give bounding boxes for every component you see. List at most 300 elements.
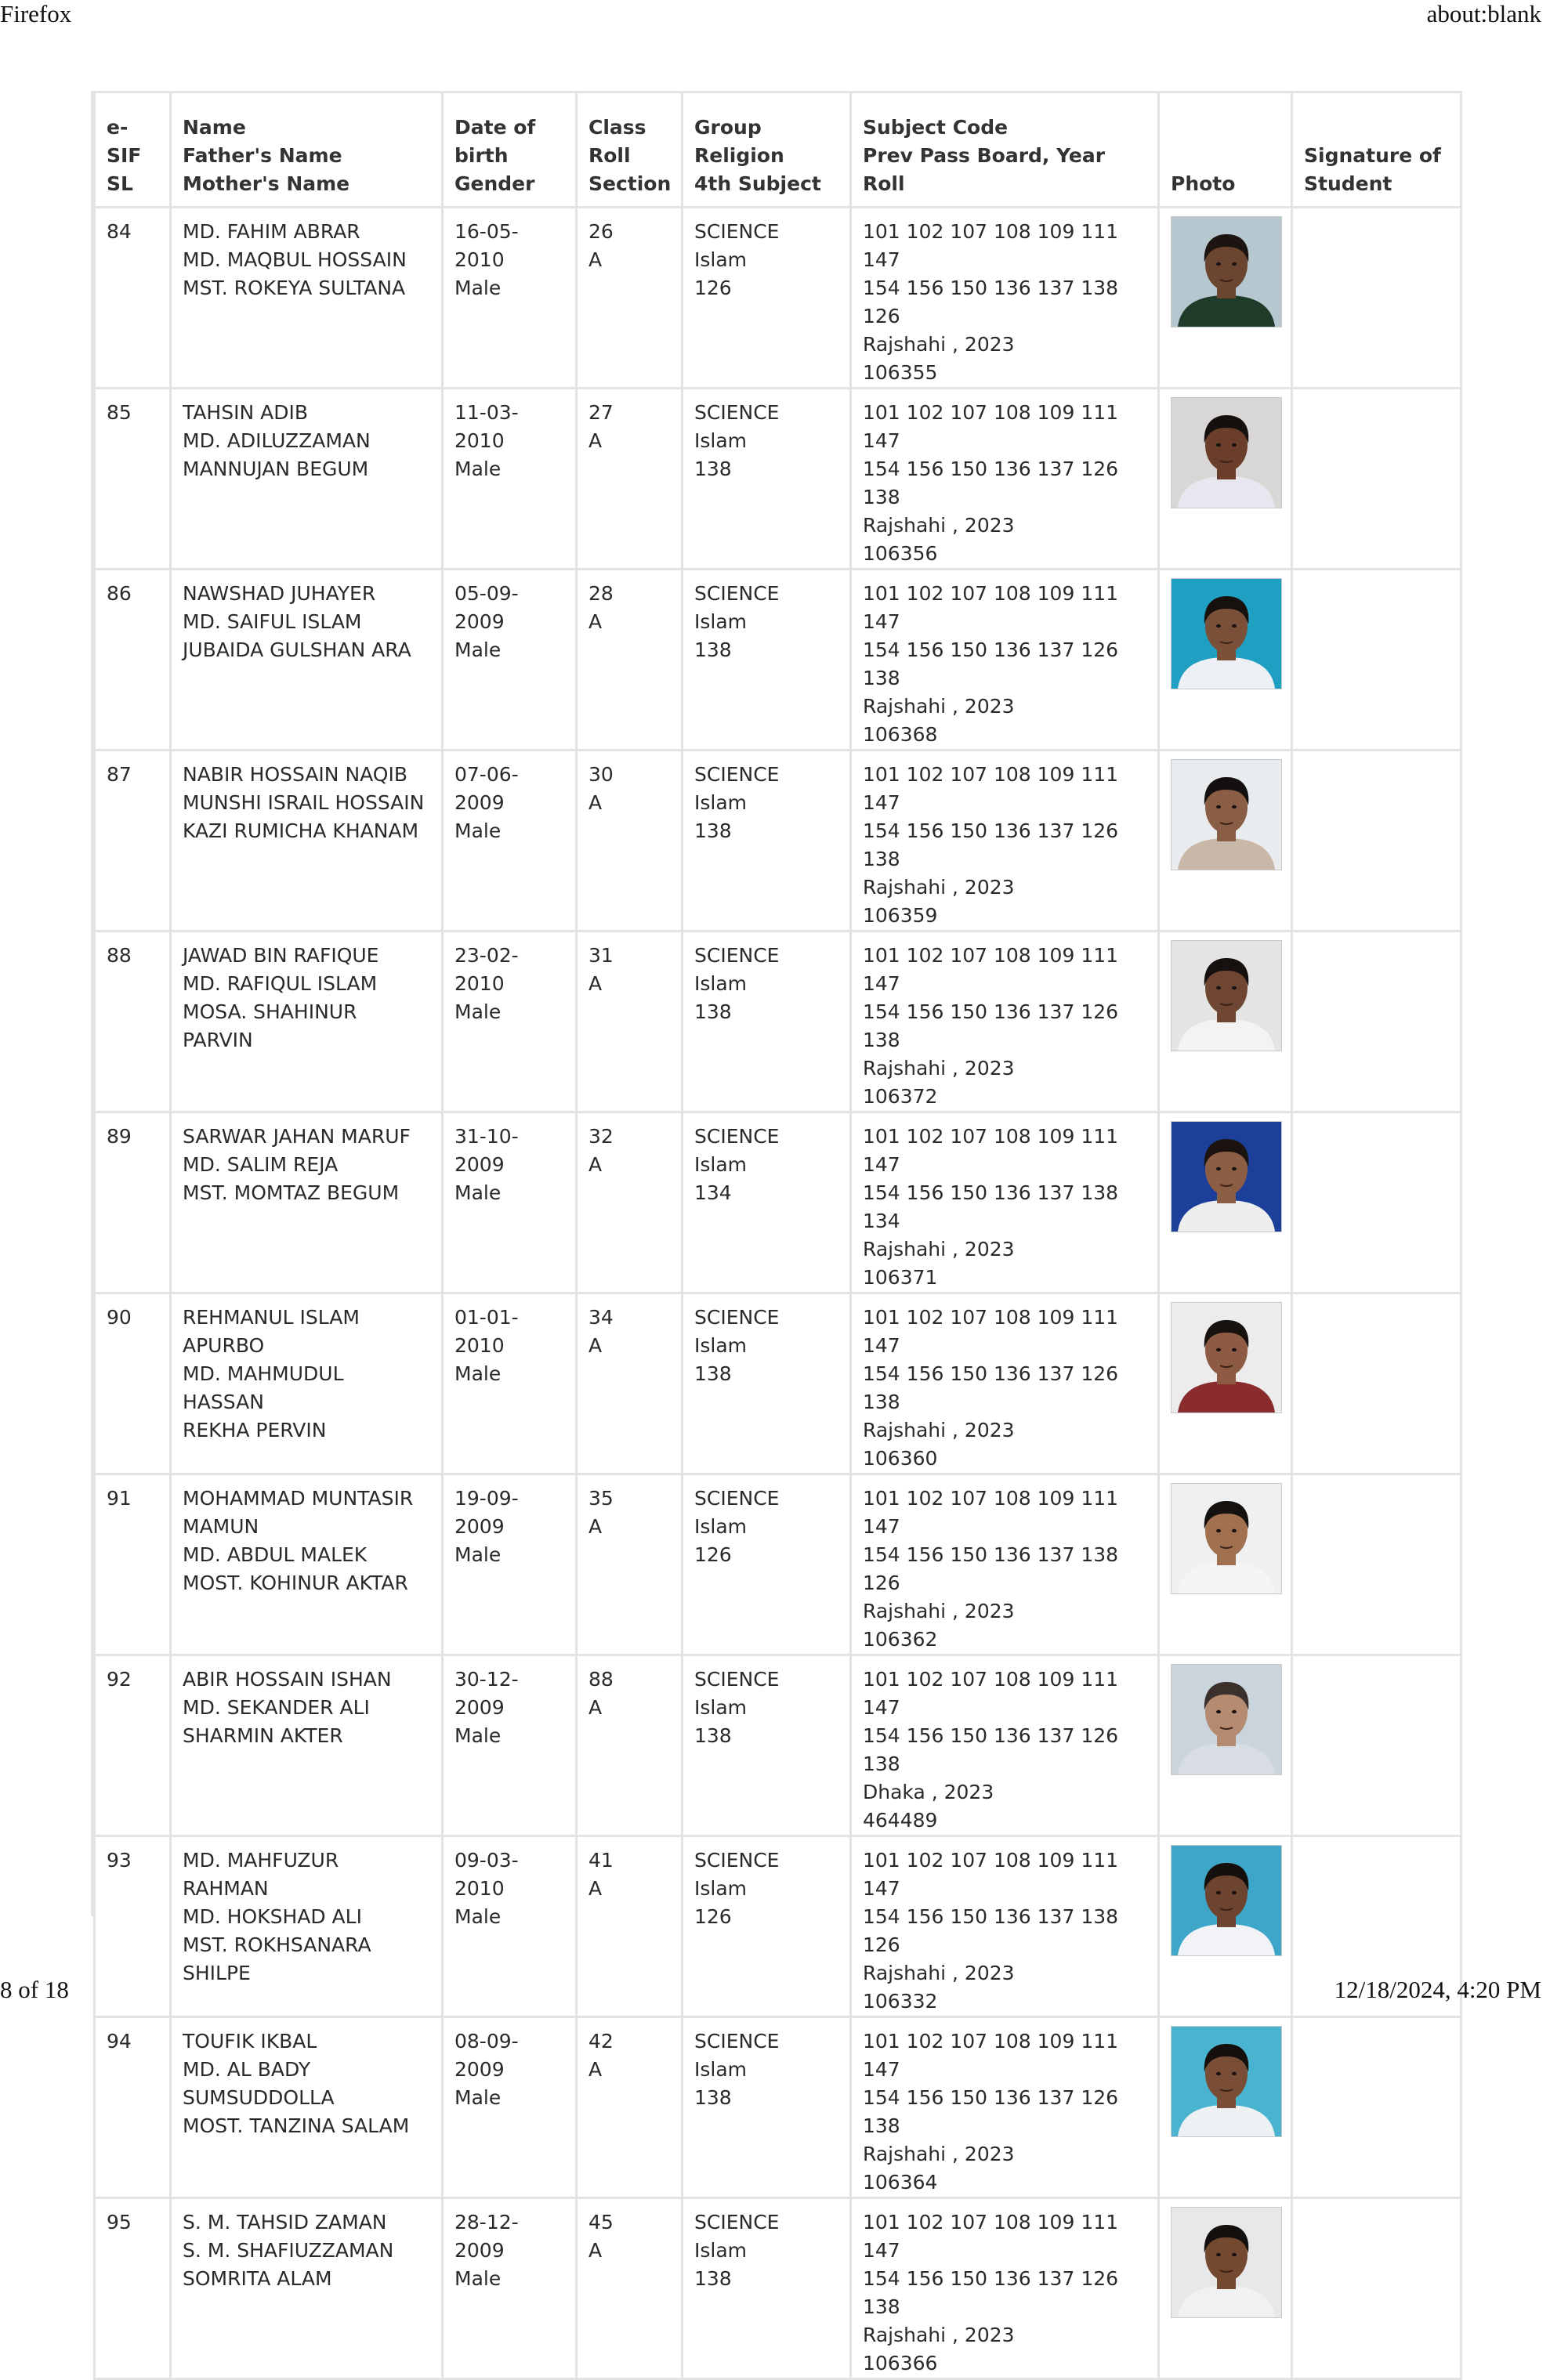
portrait-image bbox=[1172, 1846, 1281, 1955]
portrait-image bbox=[1172, 760, 1281, 870]
subject-cell bbox=[851, 1112, 1159, 1293]
subject-codes-line-2: 154 156 150 136 137 126 138 bbox=[863, 638, 1119, 689]
class-roll: 88 bbox=[588, 1668, 614, 1691]
photo-cell bbox=[1159, 1655, 1292, 1836]
dob-cell bbox=[443, 2017, 577, 2198]
name-cell bbox=[171, 2198, 443, 2379]
religion: Islam bbox=[694, 972, 748, 995]
section: A bbox=[588, 1877, 603, 1900]
father-name: MD. SEKANDER ALI bbox=[183, 1696, 370, 1719]
name-cell bbox=[171, 570, 443, 751]
student-name: REHMANUL ISLAM APURBO bbox=[183, 1306, 360, 1357]
prev-board-year: Rajshahi , 2023 bbox=[863, 695, 1015, 718]
roll-cell bbox=[577, 570, 683, 751]
section: A bbox=[588, 2058, 603, 2081]
roll-cell bbox=[577, 1293, 683, 1474]
gender: Male bbox=[454, 1362, 502, 1385]
dob-cell bbox=[443, 208, 577, 389]
sl-cell bbox=[95, 1655, 171, 1836]
student-name: TOUFIK IKBAL bbox=[183, 2030, 317, 2053]
student-name: NABIR HOSSAIN NAQIB bbox=[183, 763, 408, 786]
father-name: MD. ADILUZZAMAN bbox=[183, 429, 371, 452]
table-row bbox=[95, 1293, 1461, 1474]
signature-cell bbox=[1292, 1293, 1461, 1474]
fourth-subject: 126 bbox=[694, 1543, 732, 1566]
student-photo bbox=[1171, 1302, 1282, 1413]
table-row bbox=[95, 751, 1461, 931]
table-row bbox=[95, 389, 1461, 570]
fourth-subject: 138 bbox=[694, 1362, 732, 1385]
class-roll: 28 bbox=[588, 582, 614, 605]
student-name: MD. MAHFUZUR RAHMAN bbox=[183, 1849, 339, 1900]
subject-codes-line-1: 101 102 107 108 109 111 147 bbox=[863, 1125, 1119, 1176]
header-signature: Signature of Student bbox=[1292, 92, 1461, 208]
prev-board-year: Rajshahi , 2023 bbox=[863, 333, 1015, 356]
student-photo bbox=[1171, 940, 1282, 1051]
subject-codes-line-1: 101 102 107 108 109 111 147 bbox=[863, 401, 1119, 452]
header-roll: Class Roll Section bbox=[577, 92, 683, 208]
photo-left-eye bbox=[1216, 2253, 1221, 2256]
photo-left-eye bbox=[1216, 2072, 1221, 2075]
serial-number: 90 bbox=[107, 1306, 132, 1329]
signature-cell bbox=[1292, 1112, 1461, 1293]
portrait-image bbox=[1172, 2027, 1281, 2136]
class-roll: 34 bbox=[588, 1306, 614, 1329]
subject-cell bbox=[851, 1655, 1159, 1836]
gender: Male bbox=[454, 1543, 502, 1566]
header-row bbox=[95, 92, 1461, 208]
class-roll: 26 bbox=[588, 220, 614, 243]
date-of-birth: 30-12-2009 bbox=[454, 1668, 519, 1719]
subject-codes-line-2: 154 156 150 136 137 126 138 bbox=[863, 1362, 1119, 1413]
section: A bbox=[588, 2239, 603, 2262]
sl-cell bbox=[95, 570, 171, 751]
sl-cell bbox=[95, 1474, 171, 1655]
sl-cell bbox=[95, 2198, 171, 2379]
table-row bbox=[95, 2017, 1461, 2198]
photo-left-eye bbox=[1216, 1529, 1221, 1532]
name-cell bbox=[171, 389, 443, 570]
class-roll: 35 bbox=[588, 1487, 614, 1510]
dob-cell bbox=[443, 751, 577, 931]
photo-cell bbox=[1159, 751, 1292, 931]
mother-name: MOST. KOHINUR AKTAR bbox=[183, 1572, 408, 1594]
mother-name: MANNUJAN BEGUM bbox=[183, 458, 369, 480]
photo-left-eye bbox=[1216, 986, 1221, 989]
photo-left-eye bbox=[1216, 443, 1221, 447]
religion: Islam bbox=[694, 429, 748, 452]
portrait-image bbox=[1172, 398, 1281, 508]
header-name: Name Father's Name Mother's Name bbox=[171, 92, 443, 208]
name-cell bbox=[171, 208, 443, 389]
gender: Male bbox=[454, 638, 502, 661]
group: SCIENCE bbox=[694, 763, 780, 786]
section: A bbox=[588, 1153, 603, 1176]
father-name: MD. SALIM REJA bbox=[183, 1153, 339, 1176]
dob-cell bbox=[443, 2198, 577, 2379]
name-cell bbox=[171, 931, 443, 1112]
gender: Male bbox=[454, 1905, 502, 1928]
prev-board-year: Rajshahi , 2023 bbox=[863, 876, 1015, 899]
dob-cell bbox=[443, 389, 577, 570]
photo-cell bbox=[1159, 931, 1292, 1112]
father-name: MUNSHI ISRAIL HOSSAIN bbox=[183, 791, 425, 814]
father-name: MD. AL BADY SUMSUDDOLLA bbox=[183, 2058, 335, 2109]
student-photo bbox=[1171, 216, 1282, 327]
serial-number: 91 bbox=[107, 1487, 132, 1510]
student-name: NAWSHAD JUHAYER bbox=[183, 582, 376, 605]
prev-board-year: Rajshahi , 2023 bbox=[863, 1962, 1015, 1984]
header-sl: e-SIF SL bbox=[95, 92, 171, 208]
religion: Islam bbox=[694, 1515, 748, 1538]
group-cell bbox=[683, 2198, 851, 2379]
student-name: MOHAMMAD MUNTASIR MAMUN bbox=[183, 1487, 414, 1538]
table-row bbox=[95, 208, 1461, 389]
prev-board-year: Dhaka , 2023 bbox=[863, 1781, 994, 1803]
date-of-birth: 05-09-2009 bbox=[454, 582, 519, 633]
section: A bbox=[588, 248, 603, 271]
group-cell bbox=[683, 570, 851, 751]
student-photo bbox=[1171, 759, 1282, 870]
student-photo bbox=[1171, 578, 1282, 689]
section: A bbox=[588, 610, 603, 633]
print-header bbox=[0, 0, 1550, 31]
header-group: Group Religion 4th Subject bbox=[683, 92, 851, 208]
roll-cell bbox=[577, 751, 683, 931]
group: SCIENCE bbox=[694, 401, 780, 424]
subject-codes-line-1: 101 102 107 108 109 111 147 bbox=[863, 1487, 1119, 1538]
date-of-birth: 16-05-2010 bbox=[454, 220, 519, 271]
religion: Islam bbox=[694, 1334, 748, 1357]
group: SCIENCE bbox=[694, 2030, 780, 2053]
photo-cell bbox=[1159, 2017, 1292, 2198]
roll-cell bbox=[577, 1112, 683, 1293]
photo-cell bbox=[1159, 570, 1292, 751]
religion: Islam bbox=[694, 791, 748, 814]
subject-codes-line-2: 154 156 150 136 137 138 134 bbox=[863, 1181, 1119, 1232]
signature-cell bbox=[1292, 570, 1461, 751]
serial-number: 86 bbox=[107, 582, 132, 605]
subject-codes-line-1: 101 102 107 108 109 111 147 bbox=[863, 2211, 1119, 2262]
student-photo bbox=[1171, 2207, 1282, 2318]
sl-cell bbox=[95, 2017, 171, 2198]
subject-codes-line-2: 154 156 150 136 137 126 138 bbox=[863, 1000, 1119, 1051]
photo-left-eye bbox=[1216, 1348, 1221, 1351]
photo-right-eye bbox=[1232, 1891, 1237, 1894]
subject-codes-line-2: 154 156 150 136 137 126 138 bbox=[863, 458, 1119, 508]
roll-cell bbox=[577, 389, 683, 570]
religion: Islam bbox=[694, 610, 748, 633]
header-photo: Photo bbox=[1159, 92, 1292, 208]
student-photo bbox=[1171, 1845, 1282, 1956]
section: A bbox=[588, 791, 603, 814]
serial-number: 89 bbox=[107, 1125, 132, 1148]
gender: Male bbox=[454, 277, 502, 299]
gender: Male bbox=[454, 1724, 502, 1747]
group-cell bbox=[683, 931, 851, 1112]
subject-cell bbox=[851, 1474, 1159, 1655]
photo-right-eye bbox=[1232, 262, 1237, 266]
date-of-birth: 23-02-2010 bbox=[454, 944, 519, 995]
prev-board-year: Rajshahi , 2023 bbox=[863, 2324, 1015, 2346]
mother-name: MOSA. SHAHINUR PARVIN bbox=[183, 1000, 357, 1051]
subject-codes-line-1: 101 102 107 108 109 111 147 bbox=[863, 763, 1119, 814]
sl-cell bbox=[95, 1112, 171, 1293]
sl-cell bbox=[95, 1293, 171, 1474]
browser-name: Firefox bbox=[0, 0, 72, 27]
group-cell bbox=[683, 2017, 851, 2198]
photo-right-eye bbox=[1232, 805, 1237, 808]
father-name: MD. RAFIQUL ISLAM bbox=[183, 972, 378, 995]
class-roll: 42 bbox=[588, 2030, 614, 2053]
table-row bbox=[95, 1112, 1461, 1293]
group-cell bbox=[683, 208, 851, 389]
sl-cell bbox=[95, 208, 171, 389]
section: A bbox=[588, 429, 603, 452]
photo-right-eye bbox=[1232, 1710, 1237, 1713]
sl-cell bbox=[95, 751, 171, 931]
roll-cell bbox=[577, 2017, 683, 2198]
religion: Islam bbox=[694, 2239, 748, 2262]
subject-cell bbox=[851, 1293, 1159, 1474]
table-row bbox=[95, 1474, 1461, 1655]
name-cell bbox=[171, 1655, 443, 1836]
subject-codes-line-1: 101 102 107 108 109 111 147 bbox=[863, 220, 1119, 271]
header-dob: Date of birth Gender bbox=[443, 92, 577, 208]
print-footer bbox=[0, 1976, 1550, 2006]
serial-number: 87 bbox=[107, 763, 132, 786]
subject-cell bbox=[851, 751, 1159, 931]
group-cell bbox=[683, 1655, 851, 1836]
father-name: MD. MAQBUL HOSSAIN bbox=[183, 248, 407, 271]
dob-cell bbox=[443, 570, 577, 751]
table-row bbox=[95, 570, 1461, 751]
subject-codes-line-2: 154 156 150 136 137 138 126 bbox=[863, 1543, 1119, 1594]
roster-body bbox=[95, 208, 1461, 2379]
gender: Male bbox=[454, 1181, 502, 1204]
name-cell bbox=[171, 1474, 443, 1655]
signature-cell bbox=[1292, 751, 1461, 931]
photo-right-eye bbox=[1232, 1348, 1237, 1351]
photo-right-eye bbox=[1232, 2253, 1237, 2256]
father-name: MD. SAIFUL ISLAM bbox=[183, 610, 362, 633]
fourth-subject: 126 bbox=[694, 1905, 732, 1928]
serial-number: 88 bbox=[107, 944, 132, 967]
subject-codes-line-1: 101 102 107 108 109 111 147 bbox=[863, 1668, 1119, 1719]
student-photo bbox=[1171, 1483, 1282, 1594]
photo-left-eye bbox=[1216, 624, 1221, 628]
father-name: S. M. SHAFIUZZAMAN bbox=[183, 2239, 394, 2262]
photo-right-eye bbox=[1232, 443, 1237, 447]
prev-roll: 464489 bbox=[863, 1809, 938, 1832]
signature-cell bbox=[1292, 931, 1461, 1112]
prev-board-year: Rajshahi , 2023 bbox=[863, 2143, 1015, 2165]
date-of-birth: 31-10-2009 bbox=[454, 1125, 519, 1176]
prev-roll: 106366 bbox=[863, 2352, 938, 2375]
table-row bbox=[95, 931, 1461, 1112]
subject-codes-line-2: 154 156 150 136 137 126 138 bbox=[863, 2267, 1119, 2318]
mother-name: SHARMIN AKTER bbox=[183, 1724, 343, 1747]
dob-cell bbox=[443, 1474, 577, 1655]
class-roll: 32 bbox=[588, 1125, 614, 1148]
group: SCIENCE bbox=[694, 1487, 780, 1510]
father-name: MD. ABDUL MALEK bbox=[183, 1543, 368, 1566]
header-subject: Subject Code Prev Pass Board, Year Roll bbox=[851, 92, 1159, 208]
student-name: MD. FAHIM ABRAR bbox=[183, 220, 360, 243]
group: SCIENCE bbox=[694, 944, 780, 967]
mother-name: JUBAIDA GULSHAN ARA bbox=[183, 638, 411, 661]
fourth-subject: 138 bbox=[694, 638, 732, 661]
religion: Islam bbox=[694, 1153, 748, 1176]
prev-roll: 106356 bbox=[863, 542, 938, 565]
dob-cell bbox=[443, 1112, 577, 1293]
student-name: TAHSIN ADIB bbox=[183, 401, 308, 424]
photo-right-eye bbox=[1232, 1529, 1237, 1532]
date-of-birth: 07-06-2009 bbox=[454, 763, 519, 814]
signature-cell bbox=[1292, 2017, 1461, 2198]
subject-codes-line-1: 101 102 107 108 109 111 147 bbox=[863, 582, 1119, 633]
photo-cell bbox=[1159, 1112, 1292, 1293]
photo-cell bbox=[1159, 1474, 1292, 1655]
prev-board-year: Rajshahi , 2023 bbox=[863, 1419, 1015, 1441]
group-cell bbox=[683, 389, 851, 570]
prev-roll: 106360 bbox=[863, 1447, 938, 1470]
prev-roll: 106362 bbox=[863, 1628, 938, 1651]
gender: Male bbox=[454, 2086, 502, 2109]
class-roll: 31 bbox=[588, 944, 614, 967]
mother-name: MST. ROKEYA SULTANA bbox=[183, 277, 406, 299]
fourth-subject: 138 bbox=[694, 2267, 732, 2290]
fourth-subject: 138 bbox=[694, 2086, 732, 2109]
gender: Male bbox=[454, 458, 502, 480]
group: SCIENCE bbox=[694, 1668, 780, 1691]
page-counter: 8 of 18 bbox=[0, 1976, 69, 2003]
signature-cell bbox=[1292, 1655, 1461, 1836]
gender: Male bbox=[454, 2267, 502, 2290]
prev-board-year: Rajshahi , 2023 bbox=[863, 1600, 1015, 1622]
portrait-image bbox=[1172, 1303, 1281, 1412]
subject-cell bbox=[851, 2017, 1159, 2198]
signature-cell bbox=[1292, 1474, 1461, 1655]
date-of-birth: 11-03-2010 bbox=[454, 401, 519, 452]
group-cell bbox=[683, 751, 851, 931]
serial-number: 93 bbox=[107, 1849, 132, 1872]
religion: Islam bbox=[694, 1696, 748, 1719]
photo-cell bbox=[1159, 1293, 1292, 1474]
roll-cell bbox=[577, 208, 683, 389]
student-name: S. M. TAHSID ZAMAN bbox=[183, 2211, 387, 2234]
class-roll: 45 bbox=[588, 2211, 614, 2234]
subject-codes-line-1: 101 102 107 108 109 111 147 bbox=[863, 944, 1119, 995]
student-roster-table bbox=[93, 91, 1462, 2380]
section: A bbox=[588, 972, 603, 995]
date-of-birth: 01-01-2010 bbox=[454, 1306, 519, 1357]
gender: Male bbox=[454, 1000, 502, 1023]
fourth-subject: 138 bbox=[694, 1000, 732, 1023]
photo-right-eye bbox=[1232, 2072, 1237, 2075]
prev-roll: 106355 bbox=[863, 361, 938, 384]
subject-codes-line-2: 154 156 150 136 137 138 126 bbox=[863, 277, 1119, 327]
serial-number: 84 bbox=[107, 220, 132, 243]
name-cell bbox=[171, 1112, 443, 1293]
class-roll: 41 bbox=[588, 1849, 614, 1872]
prev-roll: 106332 bbox=[863, 1990, 938, 2013]
prev-roll: 106359 bbox=[863, 904, 938, 927]
group: SCIENCE bbox=[694, 1306, 780, 1329]
religion: Islam bbox=[694, 248, 748, 271]
photo-cell bbox=[1159, 389, 1292, 570]
fourth-subject: 134 bbox=[694, 1181, 732, 1204]
serial-number: 92 bbox=[107, 1668, 132, 1691]
subject-cell bbox=[851, 389, 1159, 570]
subject-cell bbox=[851, 931, 1159, 1112]
class-roll: 27 bbox=[588, 401, 614, 424]
subject-codes-line-2: 154 156 150 136 137 126 138 bbox=[863, 1724, 1119, 1775]
section: A bbox=[588, 1515, 603, 1538]
student-photo bbox=[1171, 2026, 1282, 2137]
photo-cell bbox=[1159, 208, 1292, 389]
section: A bbox=[588, 1334, 603, 1357]
portrait-image bbox=[1172, 217, 1281, 327]
gender: Male bbox=[454, 819, 502, 842]
student-photo bbox=[1171, 1664, 1282, 1775]
photo-left-eye bbox=[1216, 805, 1221, 808]
serial-number: 94 bbox=[107, 2030, 132, 2053]
class-roll: 30 bbox=[588, 763, 614, 786]
group: SCIENCE bbox=[694, 1849, 780, 1872]
father-name: MD. HOKSHAD ALI bbox=[183, 1905, 362, 1928]
subject-cell bbox=[851, 570, 1159, 751]
mother-name: REKHA PERVIN bbox=[183, 1419, 327, 1441]
group: SCIENCE bbox=[694, 582, 780, 605]
prev-roll: 106372 bbox=[863, 1085, 938, 1108]
prev-board-year: Rajshahi , 2023 bbox=[863, 1057, 1015, 1080]
dob-cell bbox=[443, 931, 577, 1112]
group-cell bbox=[683, 1293, 851, 1474]
date-of-birth: 09-03-2010 bbox=[454, 1849, 519, 1900]
group-cell bbox=[683, 1112, 851, 1293]
signature-cell bbox=[1292, 2198, 1461, 2379]
signature-cell bbox=[1292, 389, 1461, 570]
photo-cell bbox=[1159, 2198, 1292, 2379]
subject-cell bbox=[851, 208, 1159, 389]
portrait-image bbox=[1172, 941, 1281, 1051]
table-row bbox=[95, 1655, 1461, 1836]
subject-cell bbox=[851, 2198, 1159, 2379]
group: SCIENCE bbox=[694, 220, 780, 243]
mother-name: MST. MOMTAZ BEGUM bbox=[183, 1181, 400, 1204]
photo-right-eye bbox=[1232, 1167, 1237, 1170]
roll-cell bbox=[577, 1474, 683, 1655]
name-cell bbox=[171, 1293, 443, 1474]
page-address: about:blank bbox=[1426, 0, 1541, 27]
prev-board-year: Rajshahi , 2023 bbox=[863, 1238, 1015, 1261]
roll-cell bbox=[577, 1655, 683, 1836]
fourth-subject: 138 bbox=[694, 819, 732, 842]
date-of-birth: 28-12-2009 bbox=[454, 2211, 519, 2262]
student-name: ABIR HOSSAIN ISHAN bbox=[183, 1668, 392, 1691]
student-photo bbox=[1171, 1121, 1282, 1232]
table-row bbox=[95, 2198, 1461, 2379]
portrait-image bbox=[1172, 2208, 1281, 2317]
subject-codes-line-2: 154 156 150 136 137 138 126 bbox=[863, 1905, 1119, 1956]
father-name: MD. MAHMUDUL HASSAN bbox=[183, 1362, 344, 1413]
serial-number: 95 bbox=[107, 2211, 132, 2234]
student-photo bbox=[1171, 397, 1282, 508]
subject-codes-line-2: 154 156 150 136 137 126 138 bbox=[863, 2086, 1119, 2137]
sl-cell bbox=[95, 389, 171, 570]
portrait-image bbox=[1172, 1484, 1281, 1593]
